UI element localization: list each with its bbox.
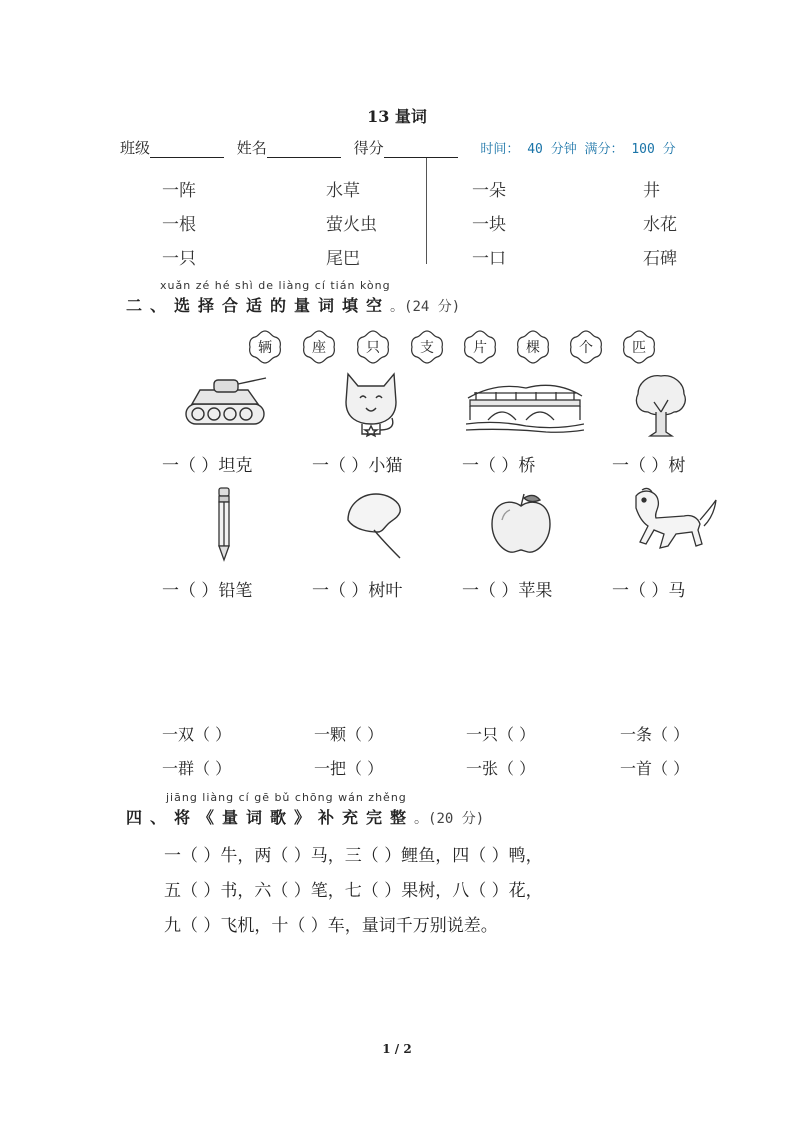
fill-item[interactable]: 一（ ）树叶 [312, 581, 403, 601]
fill-item[interactable]: 一条（ ） [620, 725, 690, 744]
section2-heading [126, 293, 460, 316]
student-info-line [120, 137, 676, 158]
match-left-a-1: 一阵 [162, 181, 196, 201]
fill-item[interactable]: 一（ ）坦克 [162, 456, 253, 476]
fill-item[interactable]: 一双（ ） [162, 725, 232, 744]
section2-pinyin: xuǎn zé hé shì de liàng cí tián kòng [160, 279, 391, 292]
match-right-b-3: 石碑 [643, 249, 677, 269]
fill-item[interactable]: 一（ ）桥 [462, 456, 536, 476]
class-label: 班级 [120, 139, 151, 157]
score-label: 得分 [353, 139, 384, 157]
name-blank[interactable] [267, 143, 341, 158]
match-left-b-1: 水草 [326, 181, 360, 201]
song-line[interactable]: 一（ ）牛，两（ ）马，三（ ）鲤鱼，四（ ）鸭， [164, 846, 543, 866]
match-right-b-1: 井 [643, 181, 660, 201]
word-bank-flower [301, 329, 337, 365]
fill-item[interactable]: 一（ ）苹果 [462, 581, 553, 601]
time-info: 时间： 40 分钟 满分： 100 分 [480, 142, 676, 157]
page-number: 1 / 2 [382, 1042, 412, 1056]
fill-item[interactable]: 一群（ ） [162, 759, 232, 778]
match-right-a-3: 一口 [472, 249, 506, 269]
matching-divider [426, 158, 427, 264]
word-bank-item: 辆 [258, 340, 272, 356]
score-blank[interactable] [384, 143, 458, 158]
word-bank-flower [462, 329, 498, 365]
match-left-b-3: 尾巴 [326, 249, 360, 269]
word-bank-item: 支 [420, 340, 434, 356]
word-bank-flower [355, 329, 391, 365]
name-label: 姓名 [236, 139, 267, 157]
fill-item[interactable]: 一（ ）树 [612, 456, 686, 476]
page-title: 13 量词 [367, 107, 427, 126]
word-bank-item: 只 [366, 340, 380, 356]
fill-item[interactable]: 一首（ ） [620, 759, 690, 778]
fill-item[interactable]: 一颗（ ） [314, 725, 384, 744]
tank-image [178, 372, 272, 432]
match-left-a-3: 一只 [162, 249, 196, 269]
bridge-image [466, 376, 584, 434]
section4-heading [126, 805, 484, 828]
leaf-image [344, 490, 404, 560]
match-left-a-2: 一根 [162, 215, 196, 235]
word-bank-flower [409, 329, 445, 365]
fill-item[interactable]: 一（ ）马 [612, 581, 686, 601]
word-bank-item: 座 [312, 340, 326, 356]
word-bank-item: 棵 [526, 340, 540, 356]
section4-pinyin: jiāng liàng cí gē bǔ chōng wán zhěng [166, 791, 407, 804]
section2-score: 。(24 分) [390, 299, 461, 315]
tree-image [632, 372, 690, 438]
fill-item[interactable]: 一（ ）小猫 [312, 456, 403, 476]
match-right-a-1: 一朵 [472, 181, 506, 201]
word-bank-flower [515, 329, 551, 365]
fill-item[interactable]: 一只（ ） [466, 725, 536, 744]
fill-item[interactable]: 一张（ ） [466, 759, 536, 778]
section4-heading-text: 四、将《量词歌》补充完整 [126, 808, 415, 827]
pencil-image [213, 486, 235, 562]
word-bank-flower [621, 329, 657, 365]
match-right-b-2: 水花 [643, 215, 677, 235]
word-bank-flower [568, 329, 604, 365]
fill-item[interactable]: 一把（ ） [314, 759, 384, 778]
class-blank[interactable] [150, 143, 224, 158]
word-bank-item: 匹 [632, 340, 646, 356]
apple-image [490, 490, 552, 556]
horse-image [628, 486, 718, 558]
word-bank-flower [247, 329, 283, 365]
word-bank-item: 片 [473, 340, 487, 356]
match-right-a-2: 一块 [472, 215, 506, 235]
section2-heading-text: 二、选择合适的量词填空 [126, 296, 391, 315]
fill-item[interactable]: 一（ ）铅笔 [162, 581, 253, 601]
song-line[interactable]: 五（ ）书，六（ ）笔，七（ ）果树，八（ ）花， [164, 881, 543, 901]
cat-image [340, 368, 402, 438]
section4-score: 。(20 分) [414, 811, 485, 827]
word-bank-item: 个 [579, 340, 593, 356]
song-line[interactable]: 九（ ）飞机，十（ ）车，量词千万别说差。 [164, 916, 498, 936]
match-left-b-2: 萤火虫 [326, 215, 377, 235]
